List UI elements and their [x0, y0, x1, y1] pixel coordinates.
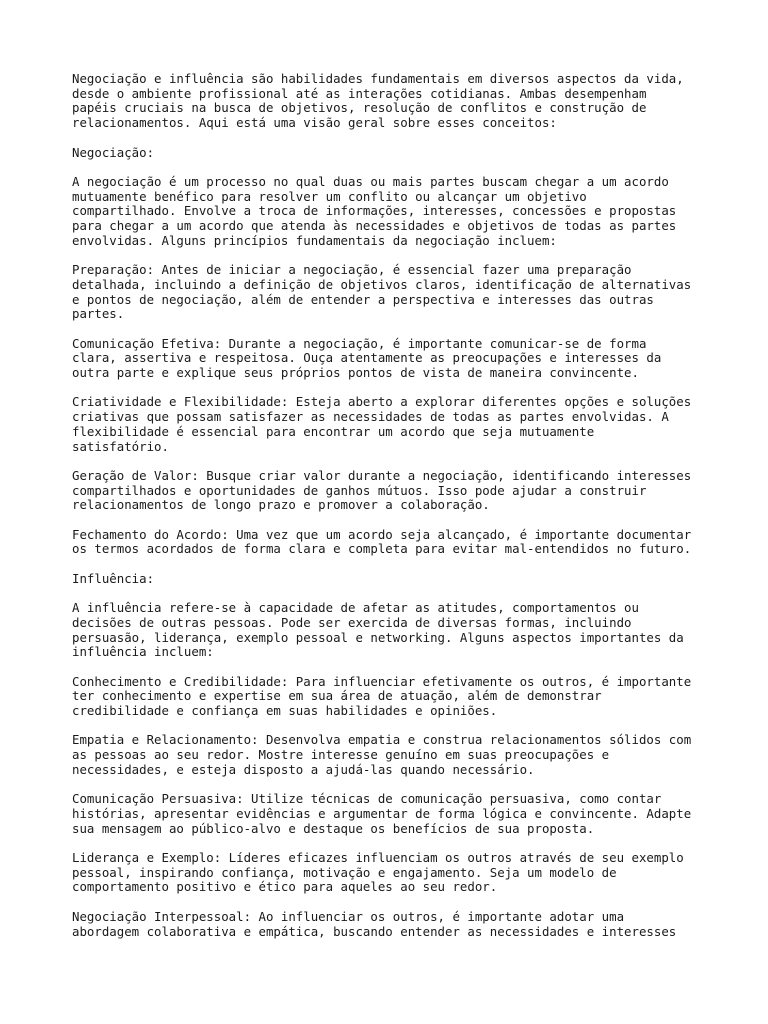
principle-comunicacao-efetiva: Comunicação Efetiva: Durante a negociação, é importante comunicar-se de forma clara, assertiva e respeitosa. Ouça atentamente as preocupações e interesses da outra parte e explique seus próprios pontos de vista de maneira convincente.	[72, 335, 662, 380]
principle-fechamento-do-acordo: Fechamento do Acordo: Uma vez que um acordo seja alcançado, é importante documentar os termos acordados de forma clara e completa para evitar mal-entendidos no futuro.	[72, 526, 692, 557]
aspect-negociacao-interpessoal: Negociação Interpessoal: Ao influenciar os outros, é importante adotar uma abordagem colaborativa e empática, buscando entender as necessidades e interesses	[72, 908, 677, 939]
section-heading-negociacao: Negociação:	[72, 144, 155, 160]
aspect-comunicacao-persuasiva: Comunicação Persuasiva: Utilize técnicas de comunicação persuasiva, como contar histórias, apresentar evidências e argumentar de forma lógica e convincente. Adapte sua mensagem ao público-alvo e destaque os benefícios de sua proposta.	[72, 791, 692, 836]
principle-preparacao: Preparação: Antes de iniciar a negociação, é essencial fazer uma preparação detalhada, incluindo a definição de objetivos claros, identificação de alternativas e pontos de negociação, além de entender a perspectiva e interesses das outras partes.	[72, 262, 692, 322]
document-page	[72, 72, 712, 954]
intro-paragraph: Negociação e influência são habilidades fundamentais em diversos aspectos da vida, desde o ambiente profissional até as interações cotidianas. Ambas desempenham papéis cruciais na busca de objetivos, resolução de conflitos e construção de relacionamentos. Aqui está uma visão geral sobre esses conceitos:	[72, 71, 684, 131]
aspect-empatia-relacionamento: Empatia e Relacionamento: Desenvolva empatia e construa relacionamentos sólidos com as pessoas ao seu redor. Mostre interesse genuíno em suas preocupações e necessidades, e esteja disposto a ajudá-las quando necessário.	[72, 732, 692, 777]
aspect-conhecimento-credibilidade: Conhecimento e Credibilidade: Para influenciar efetivamente os outros, é importante ter conhecimento e expertise em sua área de atuação, além de demonstrar credibilidade e confiança em suas habilidades e opiniões.	[72, 673, 692, 719]
influencia-definition-paragraph: A influência refere-se à capacidade de afetar as atitudes, comportamentos ou decisões de outras pessoas. Pode ser exercida de diversas formas, incluindo persuasão, liderança, exemplo pessoal e networking. Alguns aspectos importantes da influência incluem:	[72, 600, 684, 660]
principle-criatividade-flexibilidade: Criatividade e Flexibilidade: Esteja aberto a explorar diferentes opções e soluções criativas que possam satisfazer as necessidades de todas as partes envolvidas. A flexibilidade é essencial para encontrar um acordo que seja mutuamente satisfatório.	[72, 394, 692, 454]
principle-geracao-de-valor: Geração de Valor: Busque criar valor durante a negociação, identificando interesses compartilhados e oportunidades de ganhos mútuos. Isso pode ajudar a construir relacionamentos de longo prazo e promover a colaboração.	[72, 467, 692, 513]
aspect-lideranca-exemplo: Liderança e Exemplo: Líderes eficazes influenciam os outros através de seu exemplo pessoal, inspirando confiança, motivação e engajamento. Seja um modelo de comportamento positivo e ético para aqueles ao seu redor.	[72, 850, 684, 895]
negociacao-definition-paragraph: A negociação é um processo no qual duas ou mais partes buscam chegar a um acordo mutuamente benéfico para resolver um conflito ou alcançar um objetivo compartilhado. Envolve a troca de informações, interesses, concessões e propostas para chegar a um acordo que atenda às necessidades e objetivos de todas as partes envolvidas. Alguns princípios fundamentais da negociação incluem:	[72, 173, 677, 248]
section-heading-influencia: Influência:	[72, 570, 155, 586]
